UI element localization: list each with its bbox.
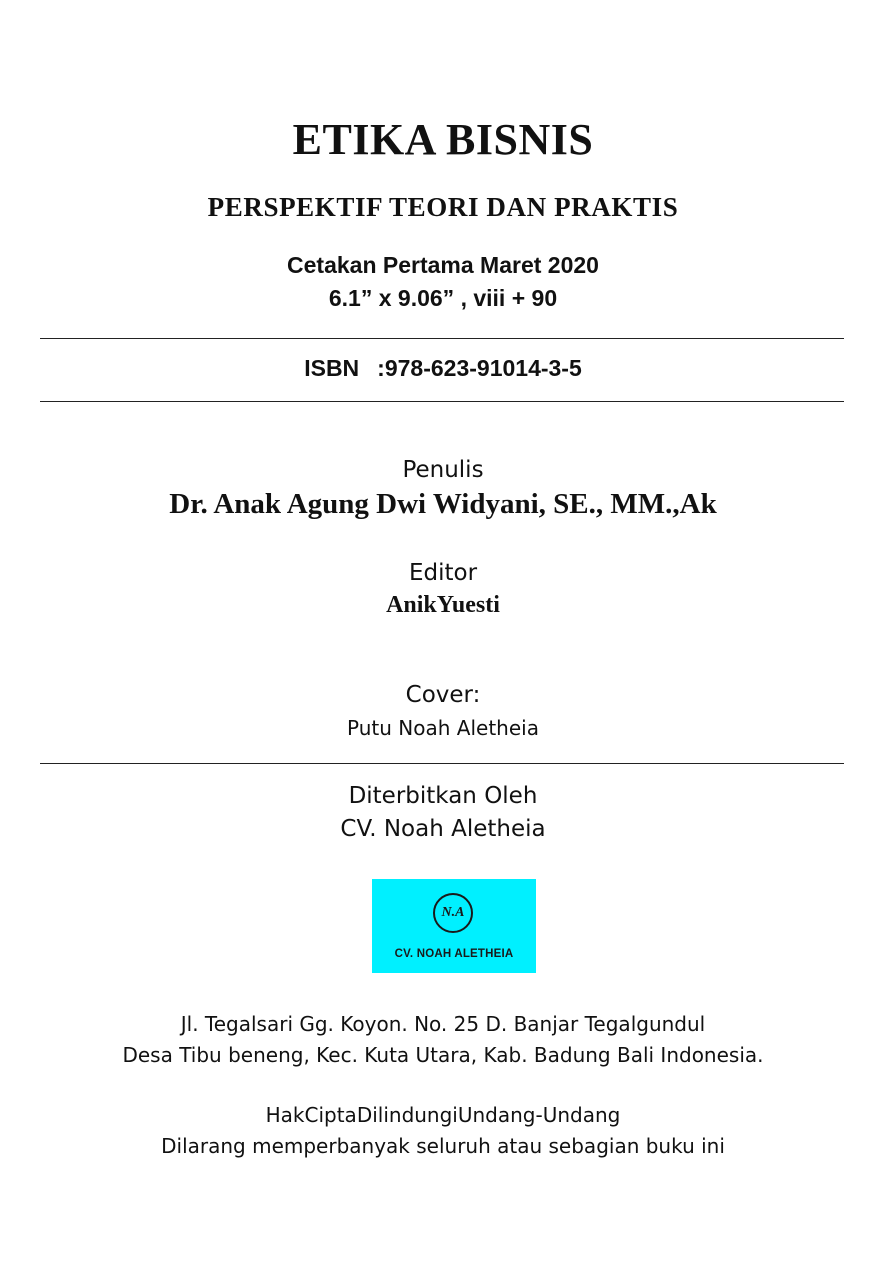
editor-name: AnikYuesti bbox=[386, 592, 500, 618]
editor-heading: Editor bbox=[408, 560, 478, 586]
publisher-address-line1: Jl. Tegalsari Gg. Koyon. No. 25 D. Banjar Tegalgundul bbox=[180, 1012, 706, 1036]
isbn-value: :978-623-91014-3-5 bbox=[377, 355, 582, 381]
author-name: Dr. Anak Agung Dwi Widyani, SE., MM.,Ak bbox=[169, 488, 717, 520]
isbn-line bbox=[0, 357, 886, 380]
isbn-label: ISBN bbox=[304, 355, 360, 381]
book-title: ETIKA BISNIS bbox=[292, 115, 594, 164]
publisher-name: CV. Noah Aletheia bbox=[340, 816, 546, 842]
cover-heading: Cover: bbox=[405, 682, 481, 708]
cover-designer-name: Putu Noah Aletheia bbox=[347, 716, 539, 740]
edition-info: Cetakan Pertama Maret 2020 bbox=[287, 252, 599, 278]
logo-monogram-icon: N.A bbox=[433, 893, 473, 933]
author-heading: Penulis bbox=[402, 457, 484, 483]
publisher-address-line2: Desa Tibu beneng, Kec. Kuta Utara, Kab. Badung Bali Indonesia. bbox=[122, 1043, 764, 1067]
divider-isbn bbox=[40, 401, 844, 402]
logo-text: CV. NOAH ALETHEIA bbox=[394, 948, 514, 960]
divider-publisher bbox=[40, 763, 844, 764]
reproduction-notice: Dilarang memperbanyak seluruh atau sebagian buku ini bbox=[161, 1134, 725, 1158]
publisher-heading: Diterbitkan Oleh bbox=[348, 783, 538, 809]
book-subtitle: PERSPEKTIF TEORI DAN PRAKTIS bbox=[207, 192, 679, 222]
divider-top bbox=[40, 338, 844, 339]
publisher-logo bbox=[372, 879, 536, 973]
book-dimensions: 6.1” x 9.06” , viii + 90 bbox=[328, 285, 558, 311]
copyright-notice: HakCiptaDilindungiUndang-Undang bbox=[265, 1103, 621, 1127]
